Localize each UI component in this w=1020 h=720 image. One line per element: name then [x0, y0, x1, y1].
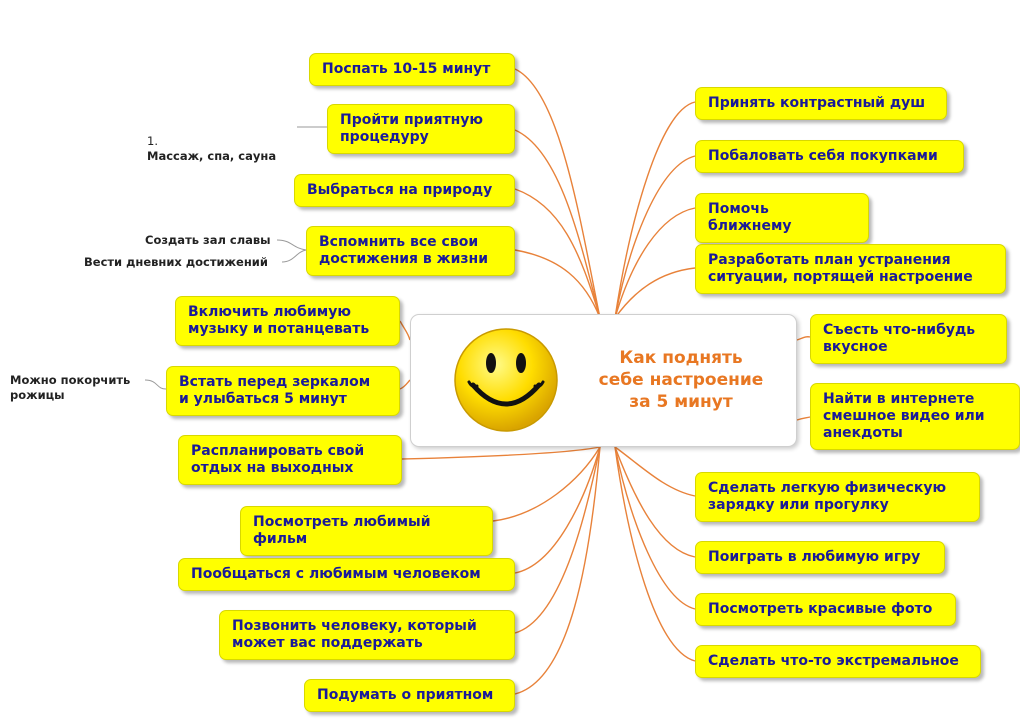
note-number: 1. [147, 134, 158, 148]
connector-line [400, 380, 410, 389]
node-achievements[interactable]: Вспомнить все свои достижения в жизни [306, 226, 515, 276]
note-text: Создать зал славы [145, 233, 271, 247]
node-video[interactable]: Найти в интернете смешное видео или анекдоты [810, 383, 1020, 450]
connector-line [493, 447, 600, 521]
note-text: Можно покорчить рожицы [10, 373, 131, 402]
node-music[interactable]: Включить любимую музыку и потанцевать [175, 296, 400, 346]
connector-line [615, 268, 695, 318]
note-mirror [10, 373, 130, 403]
central-topic[interactable] [410, 314, 797, 447]
node-help[interactable]: Помочь ближнему [695, 193, 869, 243]
node-sleep[interactable]: Поспать 10-15 минут [309, 53, 515, 86]
central-title: Как поднять себе настроение за 5 минут [598, 348, 764, 412]
node-shower[interactable]: Принять контрастный душ [695, 87, 947, 120]
note-procedure [147, 119, 276, 164]
connector-line [615, 447, 695, 496]
connector-line [402, 447, 600, 459]
node-extreme[interactable]: Сделать что-то экстремальное [695, 645, 981, 678]
connector-line [615, 208, 695, 318]
note-connector [282, 250, 306, 262]
connector-line [797, 417, 810, 420]
node-call[interactable]: Позвонить человеку, который может вас поддержать [219, 610, 515, 660]
node-shopping[interactable]: Побаловать себя покупками [695, 140, 964, 173]
node-weekend[interactable]: Распланировать свой отдых на выходных [178, 435, 402, 485]
connector-line [400, 321, 410, 340]
note-achievements-1 [145, 233, 271, 248]
connector-line [615, 156, 695, 318]
connector-line [615, 447, 695, 661]
note-connector [145, 380, 166, 389]
smiley-face-icon [451, 325, 561, 435]
connector-line [515, 130, 600, 318]
connector-line [615, 447, 695, 557]
node-mirror[interactable]: Встать перед зеркалом и улыбаться 5 минут [166, 366, 400, 416]
node-procedure[interactable]: Пройти приятную процедуру [327, 104, 515, 154]
note-connector [277, 240, 306, 250]
node-plan[interactable]: Разработать план устранения ситуации, портящей настроение [695, 244, 1006, 294]
node-think[interactable]: Подумать о приятном [304, 679, 515, 712]
node-movie[interactable]: Посмотреть любимый фильм [240, 506, 493, 556]
node-game[interactable]: Поиграть в любимую игру [695, 541, 945, 574]
connector-line [515, 250, 600, 318]
node-exercise[interactable]: Сделать легкую физическую зарядку или прогулку [695, 472, 980, 522]
note-text: Вести дневних достижений [84, 255, 268, 269]
node-eat[interactable]: Съесть что-нибудь вкусное [810, 314, 1007, 364]
note-text: Массаж, спа, сауна [147, 149, 277, 163]
node-photos[interactable]: Посмотреть красивые фото [695, 593, 956, 626]
node-nature[interactable]: Выбраться на природу [294, 174, 515, 207]
note-achievements-2 [84, 255, 268, 270]
node-talk[interactable]: Пообщаться с любимым человеком [178, 558, 515, 591]
connector-line [797, 337, 810, 340]
connector-line [615, 102, 695, 318]
